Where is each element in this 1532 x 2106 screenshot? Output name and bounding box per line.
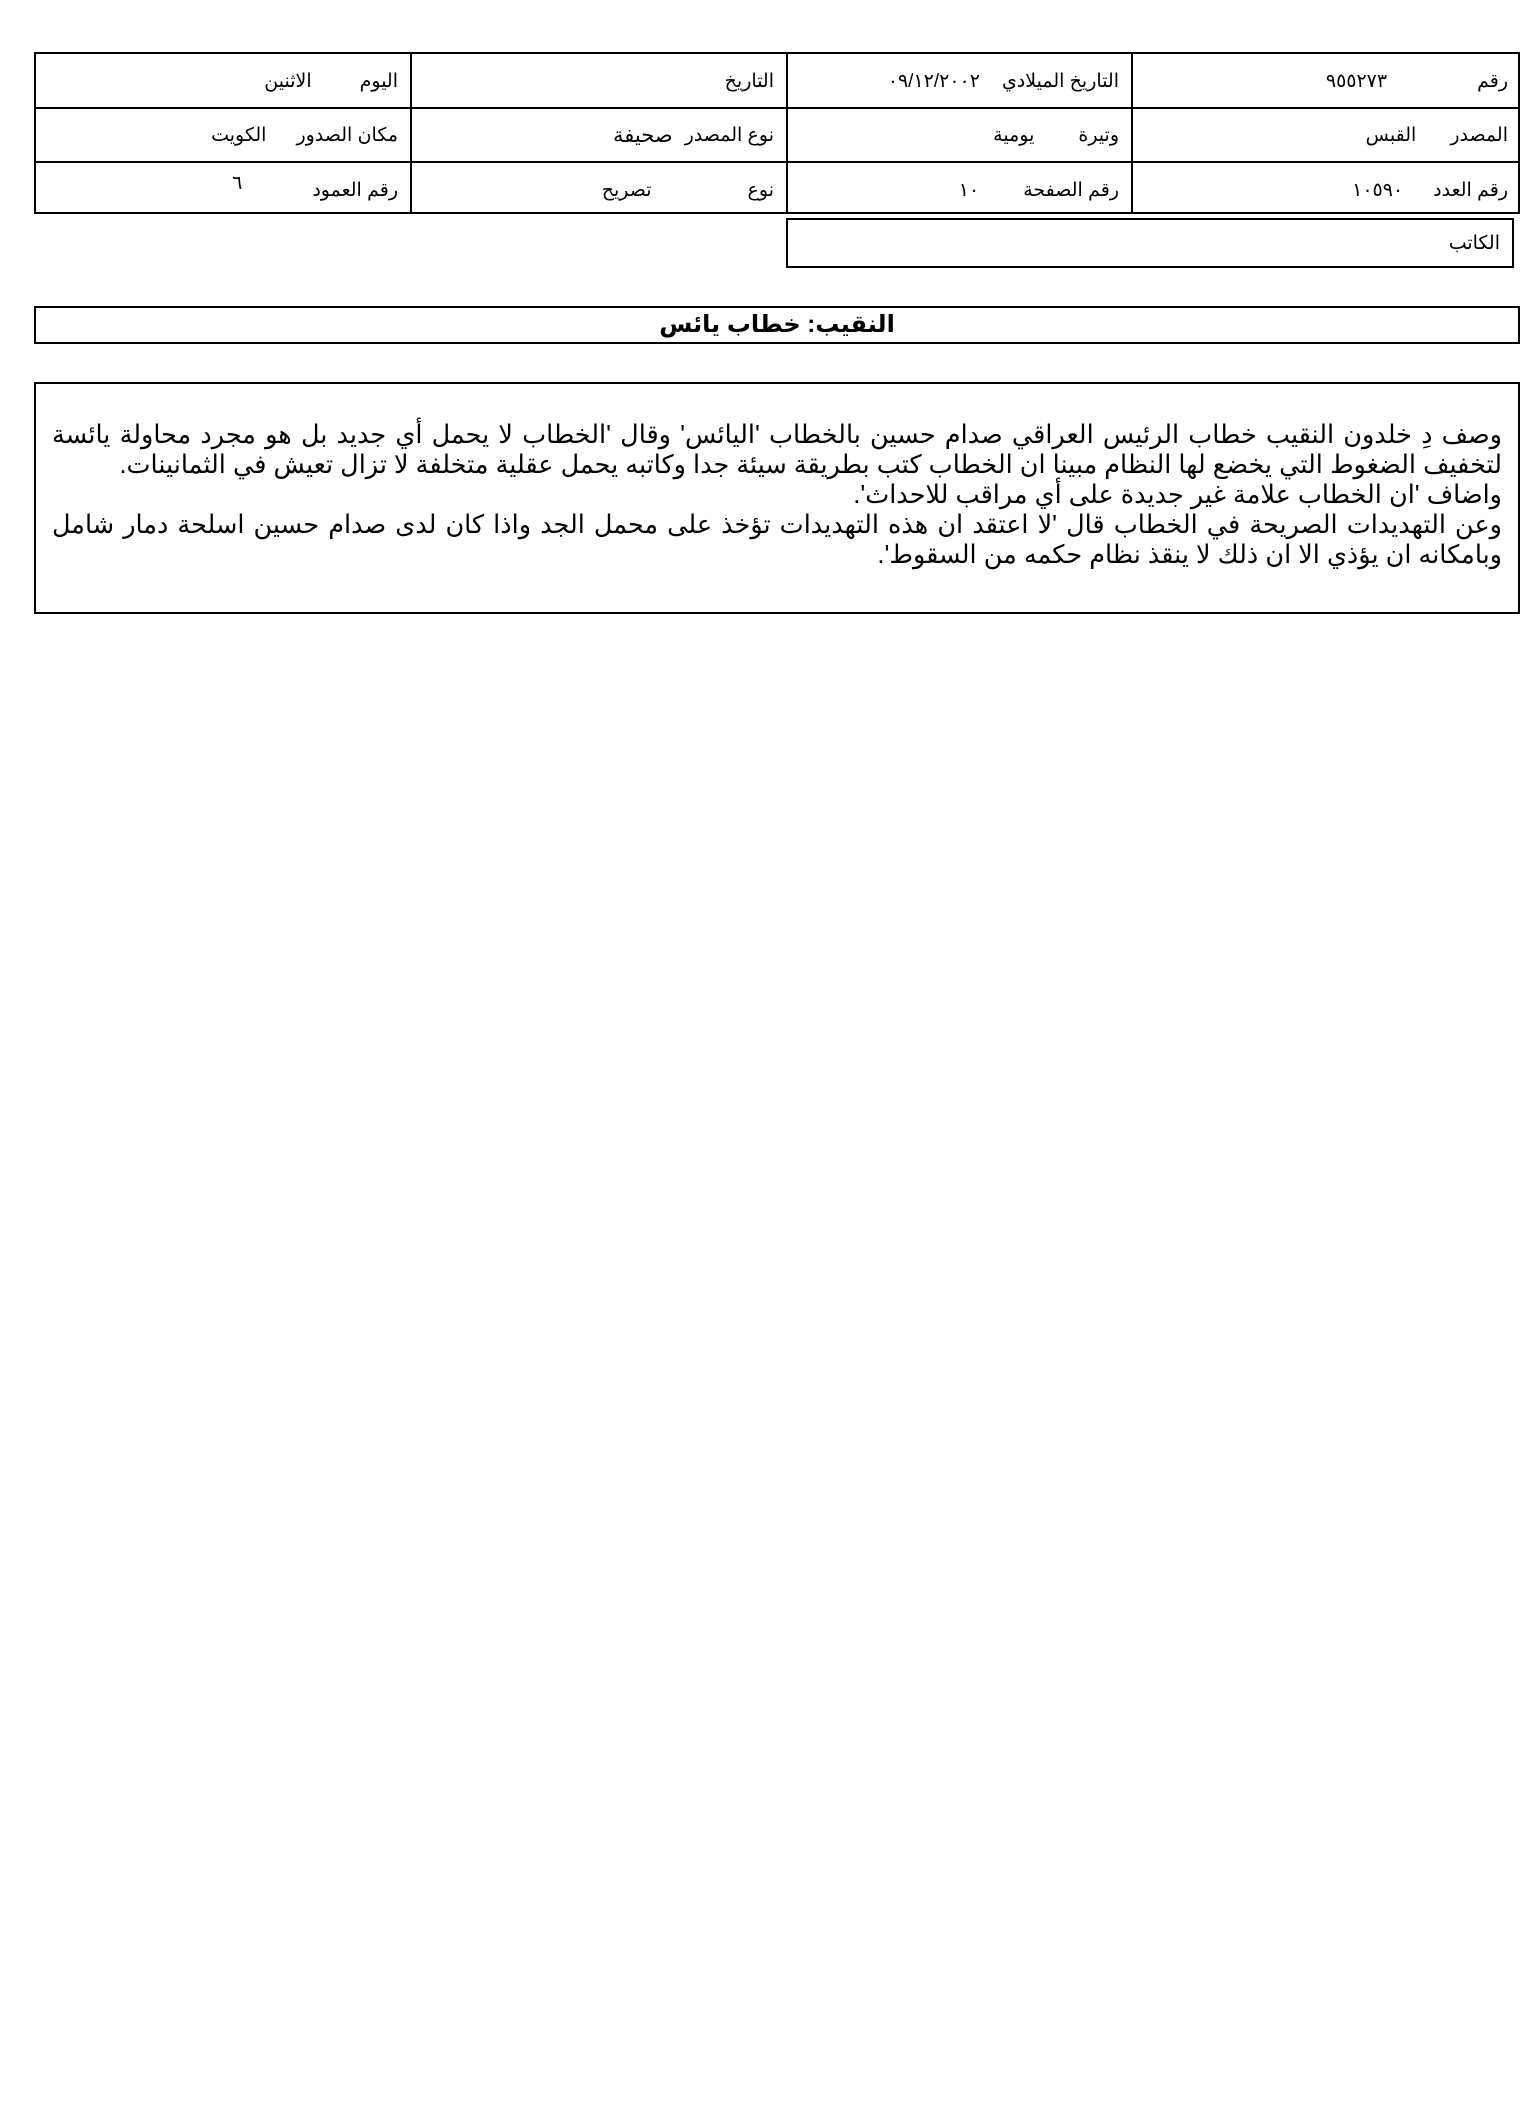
type-value: تصريح (601, 179, 652, 201)
writer-box (786, 218, 1514, 268)
source-type-value: صحيفة (612, 123, 673, 147)
day-label: اليوم (359, 70, 398, 92)
cell-place (36, 108, 410, 162)
column-label: رقم العمود (312, 179, 398, 201)
cell-source (1133, 108, 1520, 162)
article-paragraph: وصف دِ خلدون النقيب خطاب الرئيس العراقي صدام حسين بالخطاب 'اليائس' وقال 'الخطاب لا يحمل أي جديد بل هو مجرد محاولة يائسة لتخفيف الضغوط التي يخضع لها النظام مبينا ان الخطاب كتب بطريقة سيئة جدا وكاتبه يحمل عقلية متخلفة لا تزال تعيش في الثمانينات. (52, 421, 1502, 479)
cell-source-type (412, 108, 786, 162)
source-type-label: نوع المصدر (684, 124, 774, 146)
page-label: رقم الصفحة (1023, 179, 1119, 201)
type-label: نوع (747, 179, 774, 201)
cell-issue (1133, 163, 1520, 217)
source-label: المصدر (1450, 124, 1508, 146)
gregorian-date-label: التاريخ الميلادي (1001, 70, 1119, 92)
cell-number (1133, 54, 1520, 108)
date-label: التاريخ (724, 70, 774, 92)
gregorian-date-value: ٠٩/١٢/٢٠٠٢ (887, 70, 980, 92)
cell-day (36, 54, 410, 108)
column-value: ٦ (232, 172, 243, 194)
issue-value: ١٠٥٩٠ (1352, 179, 1404, 201)
cell-type (412, 163, 786, 217)
number-value: ٩٥٥٢٧٣ (1325, 70, 1388, 92)
day-value: الاثنين (264, 70, 312, 92)
writer-label: الكاتب (1448, 232, 1500, 254)
number-label: رقم (1477, 70, 1508, 92)
article-title: النقيب: خطاب يائس (34, 306, 1520, 344)
cell-column (36, 163, 410, 217)
cell-frequency (788, 108, 1131, 162)
frequency-label: وتيرة (1078, 124, 1119, 146)
place-label: مكان الصدور (296, 124, 398, 146)
article-body (34, 382, 1520, 614)
cell-gregorian-date (788, 54, 1131, 108)
source-value: القبس (1365, 124, 1417, 146)
frequency-value: يومية (993, 124, 1035, 146)
article-paragraph: وعن التهديدات الصريحة في الخطاب قال 'لا اعتقد ان هذه التهديدات تؤخذ على محمل الجد واذا كان لدى صدام حسين اسلحة دمار شامل وبامكانه ان يؤذي الا ان ذلك لا ينقذ نظام حكمه من السقوط'. (52, 511, 1502, 569)
article-paragraph: واضاف 'ان الخطاب علامة غير جديدة على أي مراقب للاحداث'. (853, 481, 1502, 509)
cell-date (412, 54, 786, 108)
cell-page (788, 163, 1131, 217)
metadata-table (34, 52, 1520, 214)
issue-label: رقم العدد (1433, 179, 1508, 201)
place-value: الكويت (211, 124, 267, 146)
page-value: ١٠ (958, 179, 980, 201)
